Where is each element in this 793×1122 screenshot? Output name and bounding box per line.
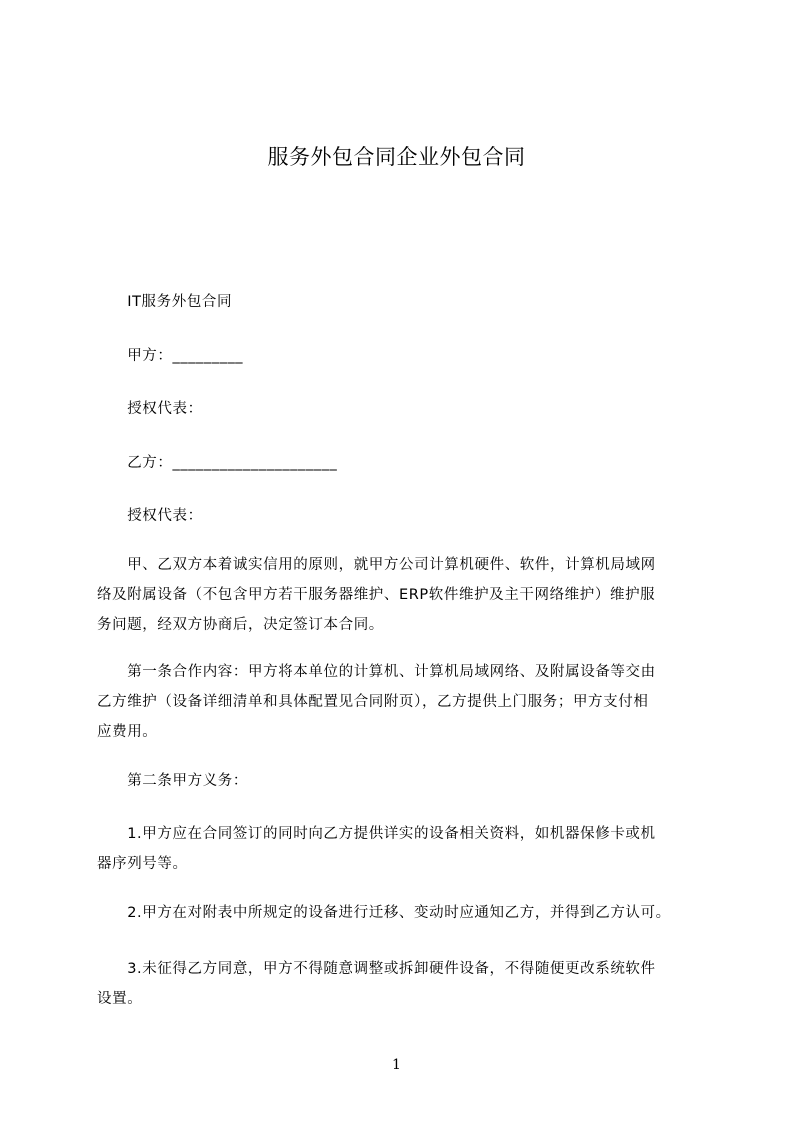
paragraph-line: 器序列号等。 — [97, 856, 188, 872]
paragraph-line: 乙方：_____________________ — [97, 455, 338, 471]
paragraph-line: 务问题，经双方协商后，决定签订本合同。 — [97, 617, 384, 633]
paragraph-party-b-representative — [97, 501, 707, 531]
paragraph-party-b — [97, 448, 707, 478]
paragraph-party-a — [97, 341, 707, 371]
paragraph-line: 1.甲方应在合同签订的同时向乙方提供详实的设备相关资料，如机器保修卡或机 — [97, 826, 656, 842]
paragraph-article-2-heading — [97, 766, 707, 796]
paragraph-contract-name — [97, 287, 707, 317]
paragraph-line: IT服务外包合同 — [97, 294, 233, 310]
page-number: 1 — [392, 1057, 401, 1073]
paragraph-party-a-representative — [97, 394, 707, 424]
paragraph-preamble — [97, 550, 707, 640]
paragraph-line: 3.未征得乙方同意，甲方不得随意调整或拆卸硬件设备，不得随便更改系统软件 — [97, 961, 656, 977]
paragraph-line: 络及附属设备（不包含甲方若干服务器维护、ERP软件维护及主干网络维护）维护服 — [97, 587, 656, 603]
paragraph-line: 甲、乙双方本着诚实信用的原则，就甲方公司计算机硬件、软件，计算机局域网 — [97, 557, 656, 573]
paragraph-line: 第二条甲方义务： — [97, 773, 248, 789]
paragraph-obligation-3 — [97, 954, 707, 1014]
paragraph-line: 授权代表： — [97, 508, 203, 524]
paragraph-line: 乙方维护（设备详细清单和具体配置见合同附页），乙方提供上门服务；甲方支付相 — [97, 694, 649, 710]
paragraph-line: 甲方：_________ — [97, 348, 244, 364]
paragraph-line: 设置。 — [97, 991, 143, 1007]
paragraph-line: 2.甲方在对附表中所规定的设备进行迁移、变动时应通知乙方，并得到乙方认可。 — [97, 905, 671, 921]
paragraph-line: 应费用。 — [97, 724, 158, 740]
paragraph-obligation-2 — [97, 898, 707, 928]
document-title: 服务外包合同企业外包合同 — [267, 145, 526, 169]
paragraph-article-1 — [97, 657, 707, 747]
paragraph-obligation-1 — [97, 819, 707, 879]
paragraph-line: 授权代表： — [97, 401, 203, 417]
paragraph-line: 第一条合作内容：甲方将本单位的计算机、计算机局域网络、及附属设备等交由 — [97, 664, 656, 680]
